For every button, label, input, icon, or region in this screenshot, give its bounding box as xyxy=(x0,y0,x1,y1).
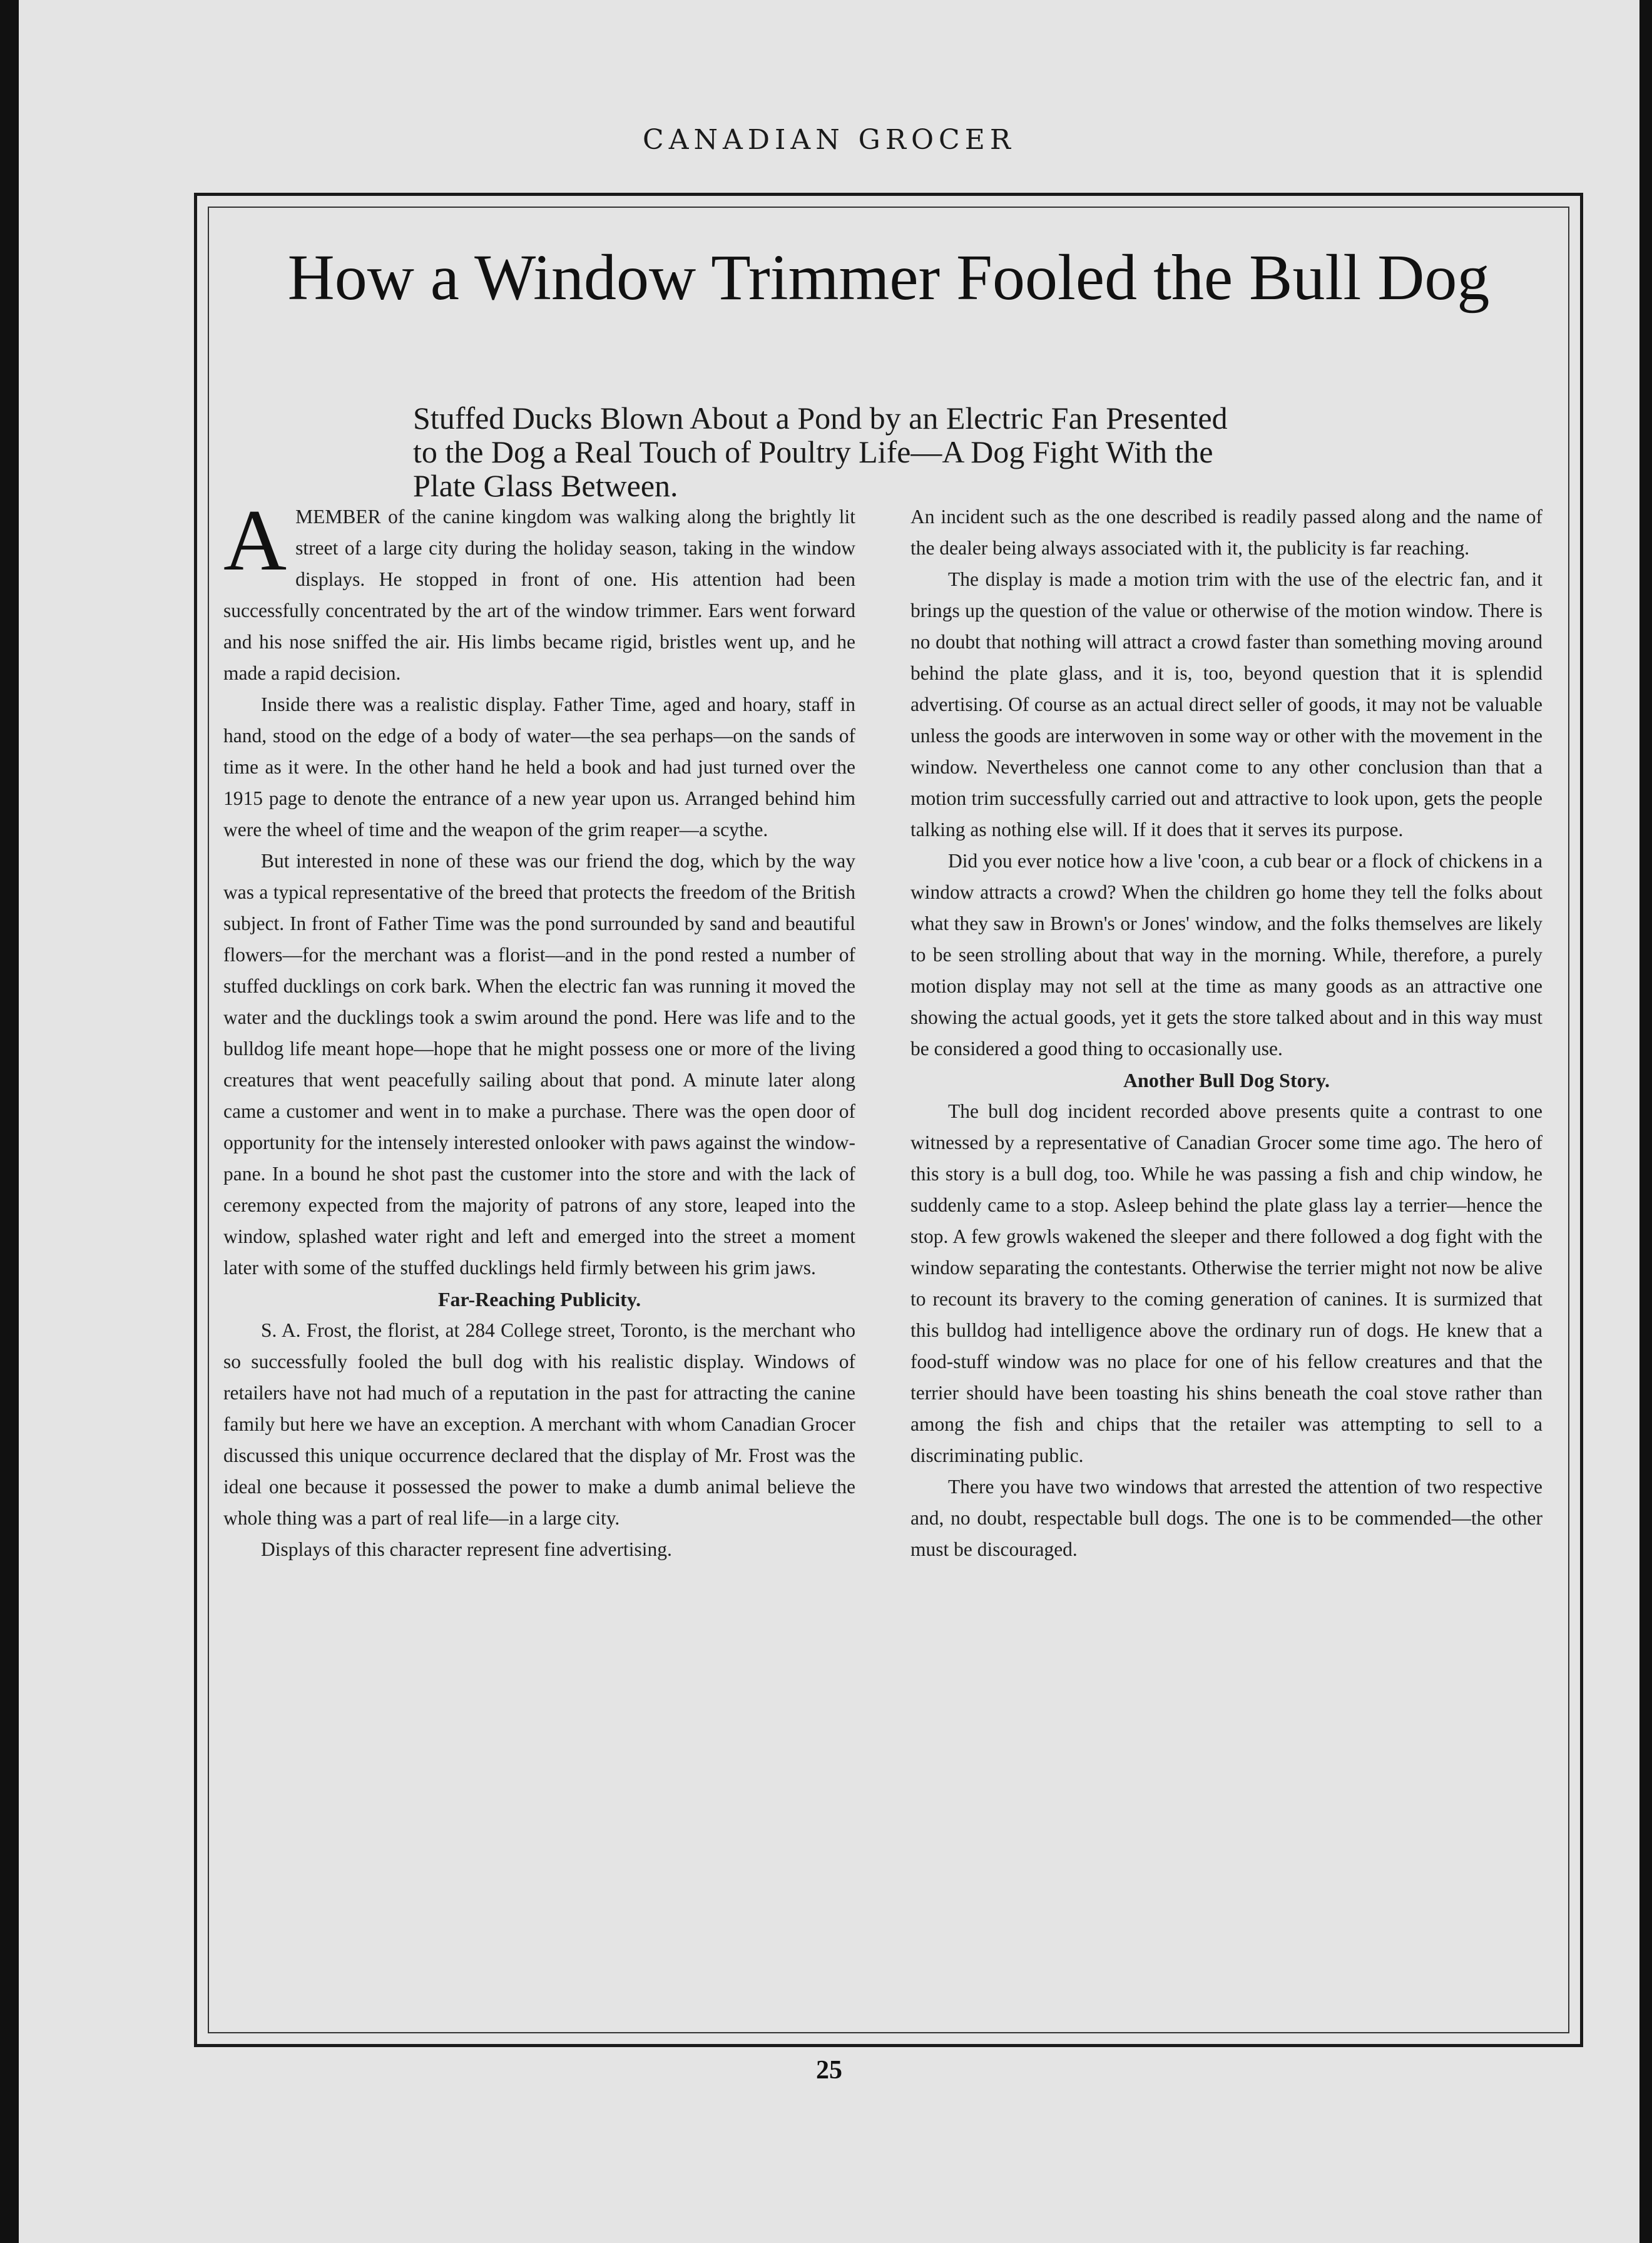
subhead-another-bull-dog-story: Another Bull Dog Story. xyxy=(1123,1069,1330,1091)
paragraph: But interested in none of these was our friend the dog, which by the way was a typical representative of the breed that protects the freedom of the British subject. In front of Father Time was the pond surrounded by sand and beautiful flowers—for the merchant was a florist—and in the pond rested a number of stuffed ducklings on cork bark. When the electric fan was running it moved the water and the ducklings took a swim around the pond. Here was life and to the bulldog life meant hope—hope that he might possess one or more of the living creatures that went peacefully sailing about that pond. A minute later along came a customer and went in to make a purchase. There was the open door of opportunity for the intensely interested onlooker with paws against the window-pane. In a bound he shot past the customer into the store and with the lack of ceremony expected from the majority of patrons of any store, leaped into the window, splashed water right and left and emerged into the street a moment later with some of the stuffed ducklings held firmly between his grim jaws. xyxy=(223,850,855,1279)
masthead: CANADIAN GROCER xyxy=(643,124,1016,156)
right-column xyxy=(910,501,1542,1565)
left-column xyxy=(223,492,855,1565)
subhead-far-reaching-publicity: Far-Reaching Publicity. xyxy=(437,1288,641,1311)
paragraph: The display is made a motion trim with the use of the electric fan, and it brings up the question of the value or otherwise of the motion window. There is no doubt that nothing will attract a crowd faster than something moving around behind the plate glass, and it is, too, beyond question that it is splendid advertising. Of course as an actual direct seller of goods, it may not be valuable unless the goods are interwoven in some way or other with the movement in the window. Nevertheless one cannot come to any other conclusion than that a motion trim successfully carried out and attractive to look upon, gets the people talking as nothing else will. If it does that it serves its purpose. xyxy=(910,568,1542,840)
paragraph xyxy=(223,492,855,689)
headline: How a Window Trimmer Fooled the Bull Dog xyxy=(287,242,1490,314)
paragraph: An incident such as the one described is readily passed along and the name of the dealer being always associated with it, the publicity is far reaching. xyxy=(910,506,1542,559)
paragraph: Inside there was a realistic display. Father Time, aged and hoary, staff in hand, stood on the edge of a body of water—the sea perhaps—on the sands of time as it were. In the other hand he held a book and had just turned over the 1915 page to denote the entrance of a new year upon us. Arranged behind him were the wheel of time and the weapon of the grim reaper—a scythe. xyxy=(223,693,855,840)
page-number: 25 xyxy=(816,2056,842,2085)
deck: Stuffed Ducks Blown About a Pond by an Electric Fan Presented to the Dog a Real Touch of Poultry Life—A Dog Fight With the Plate Glass Between. xyxy=(413,401,1228,503)
paragraph: There you have two windows that arrested the attention of two respective and, no doubt, respectable bull dogs. The one is to be commended—the other must be discouraged. xyxy=(910,1476,1542,1560)
paragraph: S. A. Frost, the florist, at 284 College street, Toronto, is the merchant who so successfully fooled the bull dog with his realistic display. Windows of retailers have not had much of a reputation in the past for attracting the canine family but here we have an exception. A merchant with whom Canadian Grocer discussed this unique occurrence declared that the display of Mr. Frost was the ideal one because it possessed the power to make a dumb animal believe the whole thing was a part of real life—in a large city. xyxy=(223,1319,855,1529)
magazine-page xyxy=(19,0,1639,2243)
article-frame xyxy=(194,193,1583,2047)
paragraph: Displays of this character represent fine advertising. xyxy=(261,1538,672,1560)
paragraph: The bull dog incident recorded above presents quite a contrast to one witnessed by a representative of Canadian Grocer some time ago. The hero of this story is a bull dog, too. While he was passing a fish and chip window, he suddenly came to a stop. Asleep behind the plate glass lay a terrier—hence the stop. A few growls wakened the sleeper and there followed a dog fight with the window separating the contestants. Otherwise the terrier might not now be alive to recount its bravery to the coming generation of canines. It is surmized that this bulldog had intelligence above the ordinary run of dogs. He knew that a food-stuff window was no place for one of his fellow creatures and that the terrier should have been toasting his shins beneath the coal stove rather than among the fish and chips that the retailer was attempting to sell to a discriminating public. xyxy=(910,1100,1542,1466)
paragraph-text: MEMBER of the canine kingdom was walking along the brightly lit street of a large city during the holiday season, taking in the window displays. He stopped in front of one. His attention had been successfully concentrated by the art of the window trimmer. Ears went forward and his nose sniffed the air. His limbs became rigid, bristles went up, and he made a rapid decision. xyxy=(223,506,855,684)
paragraph: Did you ever notice how a live 'coon, a cub bear or a flock of chickens in a window attracts a crowd? When the children go home they tell the folks about what they saw in Brown's or Jones' window, and the folks themselves are likely to be seen strolling about that way in the morning. While, therefore, a purely motion display may not sell at the time as many goods as an attractive one showing the actual goods, yet it gets the store talked about and in this way must be considered a good thing to occasionally use. xyxy=(910,850,1542,1060)
drop-cap: A xyxy=(223,492,287,589)
